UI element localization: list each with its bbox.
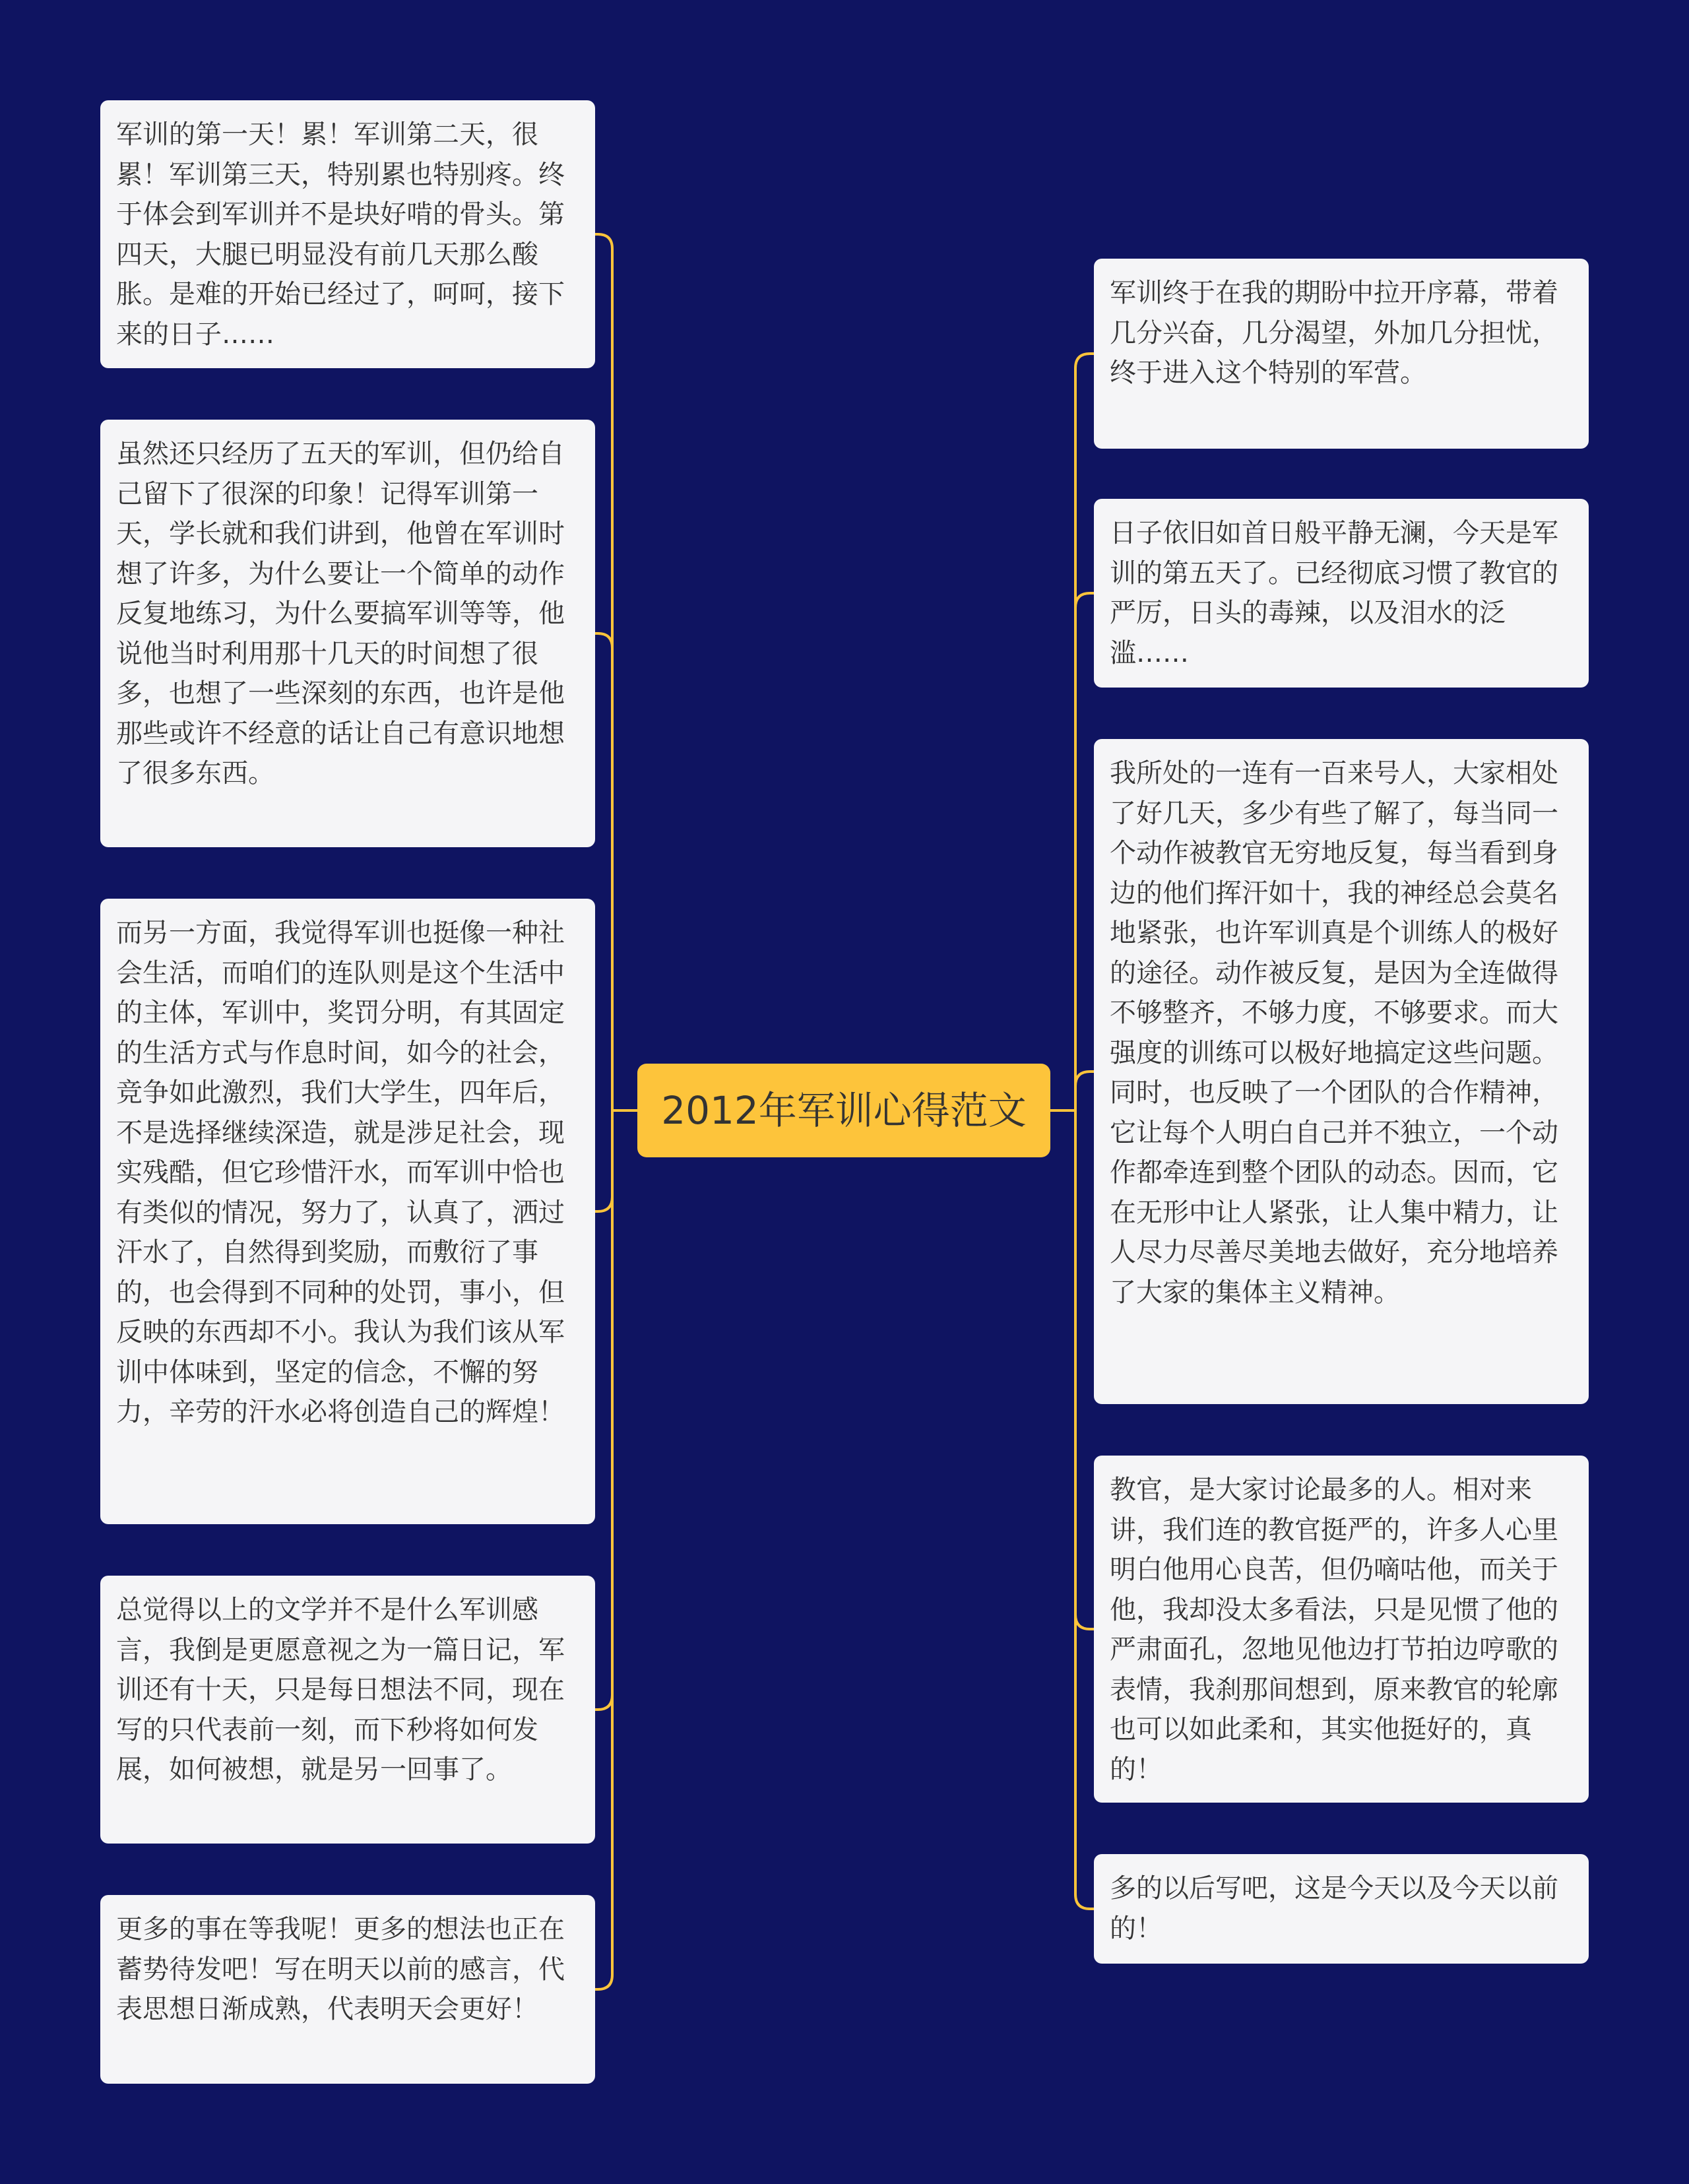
node-text: 军训的第一天！累！军训第二天，很累！军训第三天，特别累也特别疼。终于体会到军训并不是块好啃的骨头。第四天，大腿已明显没有前几天那么酸胀。是难的开始已经过了，呵呵，接下来的日子…… bbox=[116, 119, 565, 350]
node-text: 虽然还只经历了五天的军训，但仍给自己留下了很深的印象！记得军训第一天，学长就和我们讲到，他曾在军训时想了许多，为什么要让一个简单的动作反复地练习，为什么要搞军训等等，他说他当时利用那十几天的时间想了很多，也想了一些深刻的东西，也许是他那些或许不经意的话让自己有意识地想了很多东西。 bbox=[116, 439, 565, 788]
central-topic-label: 2012年军训心得范文 bbox=[661, 1088, 1027, 1133]
left-branch-node-5[interactable] bbox=[100, 1895, 595, 2084]
node-text: 而另一方面，我觉得军训也挺像一种社会生活，而咱们的连队则是这个生活中的主体，军训中，奖罚分明，有其固定的生活方式与作息时间，如今的社会，竞争如此激烈，我们大学生，四年后，不是选择继续深造，就是涉足社会，现实残酷，但它珍惜汗水，而军训中恰也有类似的情况，努力了，认真了，洒过汗水了，自然得到奖励，而敷衍了事的，也会得到不同种的处罚，事小，但反映的东西却不小。我认为我们该从军训中体味到，坚定的信念，不懈的努力，辛劳的汗水必将创造自己的辉煌！ bbox=[116, 918, 565, 1427]
left-branch-node-2[interactable] bbox=[100, 420, 595, 847]
node-text: 我所处的一连有一百来号人，大家相处了好几天，多少有些了解了，每当同一个动作被教官无穷地反复，每当看到身边的他们挥汗如十，我的神经总会莫名地紧张，也许军训真是个训练人的极好的途径。动作被反复，是因为全连做得不够整齐，不够力度，不够要求。而大强度的训练可以极好地搞定这些问题。同时，也反映了一个团队的合作精神，它让每个人明白自己并不独立，一个动作都牵连到整个团队的动态。因而，它在无形中让人紧张，让人集中精力，让人尽力尽善尽美地去做好，充分地培养了大家的集体主义精神。 bbox=[1110, 758, 1558, 1308]
right-connector-1 bbox=[1075, 354, 1094, 1110]
node-text: 多的以后写吧，这是今天以及今天以前的！ bbox=[1110, 1873, 1558, 1944]
right-branch-node-2[interactable] bbox=[1094, 499, 1589, 688]
left-branch-node-3[interactable] bbox=[100, 899, 595, 1524]
right-branch-node-3[interactable] bbox=[1094, 739, 1589, 1404]
left-connector-2 bbox=[595, 633, 612, 1110]
left-connector-4 bbox=[595, 1110, 612, 1710]
left-connector-1 bbox=[595, 234, 612, 1110]
right-branch-node-5[interactable] bbox=[1094, 1854, 1589, 1964]
node-text: 总觉得以上的文学并不是什么军训感言，我倒是更愿意视之为一篇日记，军训还有十天，只是每日想法不同，现在写的只代表前一刻，而下秒将如何发展，如何被想，就是另一回事了。 bbox=[116, 1595, 565, 1785]
left-branch-node-1[interactable] bbox=[100, 100, 595, 368]
left-branch-node-4[interactable] bbox=[100, 1576, 595, 1844]
central-topic[interactable] bbox=[637, 1064, 1050, 1157]
left-connector-5 bbox=[595, 1110, 612, 1989]
node-text: 军训终于在我的期盼中拉开序幕，带着几分兴奋，几分渴望，外加几分担忧，终于进入这个特别的军营。 bbox=[1110, 278, 1558, 388]
right-connector-5 bbox=[1075, 1110, 1094, 1909]
node-text: 日子依旧如首日般平静无澜，今天是军训的第五天了。已经彻底习惯了教官的严厉，日头的毒辣，以及泪水的泛滥…… bbox=[1110, 518, 1558, 668]
right-connector-3 bbox=[1075, 1072, 1094, 1110]
right-connector-2 bbox=[1075, 593, 1094, 1110]
node-text: 教官，是大家讨论最多的人。相对来讲，我们连的教官挺严的，许多人心里明白他用心良苦，但仍嘀咕他，而关于他，我却没太多看法，只是见惯了他的严肃面孔，忽地见他边打节拍边哼歌的表情，我刹那间想到，原来教官的轮廓也可以如此柔和，其实他挺好的，真的！ bbox=[1110, 1475, 1558, 1785]
left-connector-3 bbox=[595, 1110, 612, 1211]
right-branch-node-1[interactable] bbox=[1094, 259, 1589, 449]
right-connector-4 bbox=[1075, 1110, 1094, 1629]
node-text: 更多的事在等我呢！更多的想法也正在蓄势待发吧！写在明天以前的感言，代表思想日渐成熟，代表明天会更好！ bbox=[116, 1914, 565, 2024]
right-branch-node-4[interactable] bbox=[1094, 1456, 1589, 1803]
